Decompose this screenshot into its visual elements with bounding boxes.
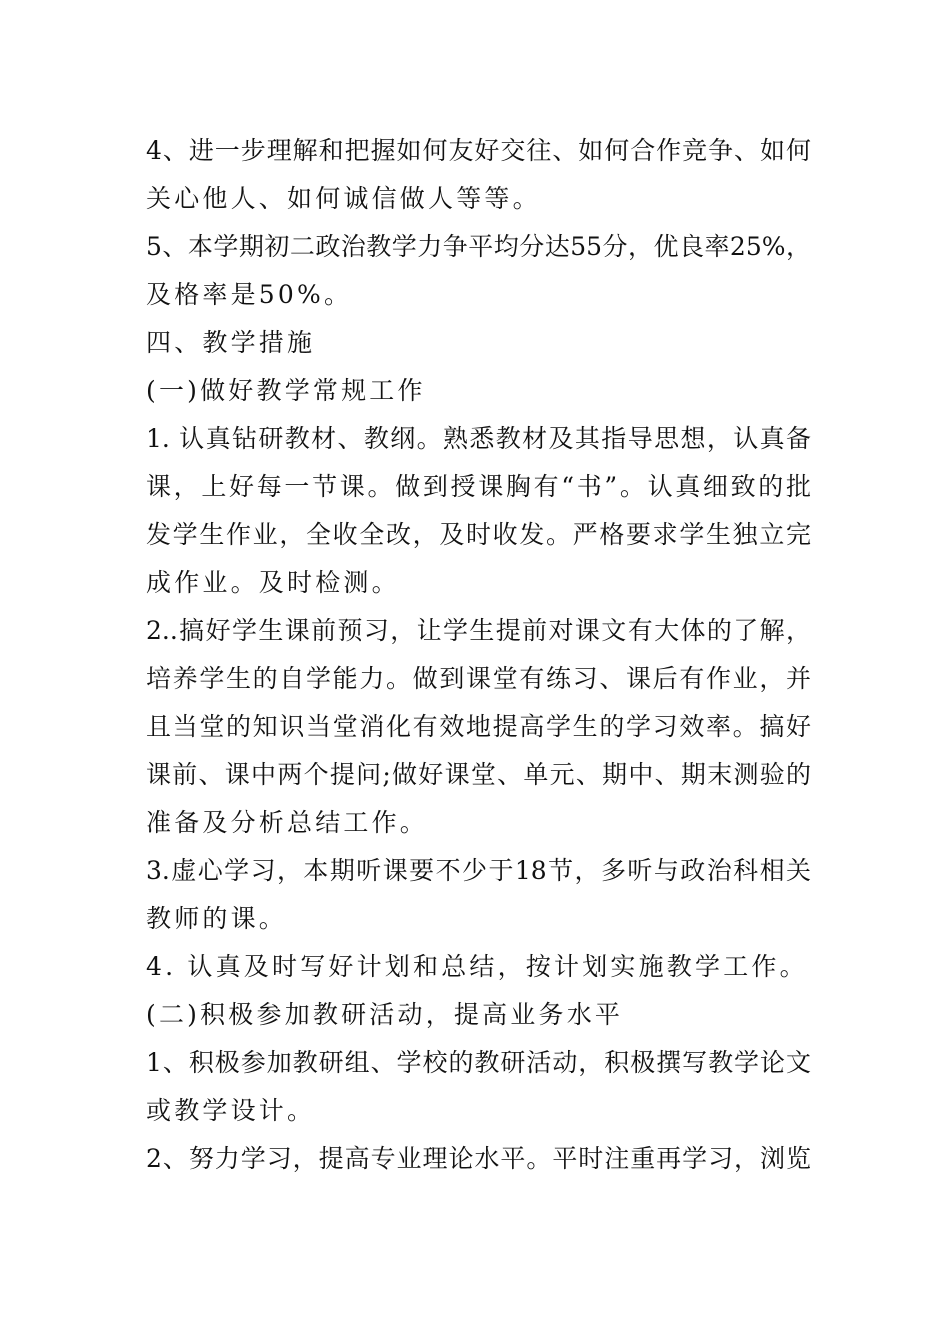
text-line: 4. 认真及时写好计划和总结，按计划实施教学工作。	[146, 952, 808, 981]
section-heading: 四、教学措施	[146, 328, 316, 357]
text-line: 教师的课。	[146, 904, 288, 933]
text-line: 发学生作业，全收全改，及时收发。严格要求学生独立完	[146, 520, 811, 549]
text-line: 准备及分析总结工作。	[146, 808, 429, 837]
text-line: 培养学生的自学能力。做到课堂有练习、课后有作业，并	[146, 664, 811, 693]
text-line: 3.虚心学习，本期听课要不少于18节，多听与政治科相关	[146, 856, 811, 885]
text-line: 或教学设计。	[146, 1096, 316, 1125]
text-line: 课前、课中两个提问;做好课堂、单元、期中、期末测验的	[146, 760, 811, 789]
subsection-heading: (二)积极参加教研活动，提高业务水平	[146, 1000, 624, 1029]
text-line: 1. 认真钻研教材、教纲。熟悉教材及其指导思想，认真备	[146, 424, 811, 453]
text-line: 1、积极参加教研组、学校的教研活动，积极撰写教学论文	[146, 1048, 811, 1077]
text-line: 及格率是50%。	[146, 280, 353, 309]
text-line: 2、努力学习，提高专业理论水平。平时注重再学习，浏览	[146, 1144, 811, 1173]
text-line: 课，上好每一节课。做到授课胸有“书”。认真细致的批	[146, 472, 811, 501]
text-line: 4、进一步理解和把握如何友好交往、如何合作竞争、如何	[146, 136, 811, 165]
text-line: 关心他人、如何诚信做人等等。	[146, 184, 541, 213]
text-line: 且当堂的知识当堂消化有效地提高学生的学习效率。搞好	[146, 712, 811, 741]
text-line: 2..搞好学生课前预习，让学生提前对课文有大体的了解，	[146, 616, 811, 645]
text-line: 5、本学期初二政治教学力争平均分达55分，优良率25%，	[146, 232, 811, 261]
text-line: 成作业。及时检测。	[146, 568, 400, 597]
document-body	[146, 127, 811, 1183]
subsection-heading: (一)做好教学常规工作	[146, 376, 426, 405]
